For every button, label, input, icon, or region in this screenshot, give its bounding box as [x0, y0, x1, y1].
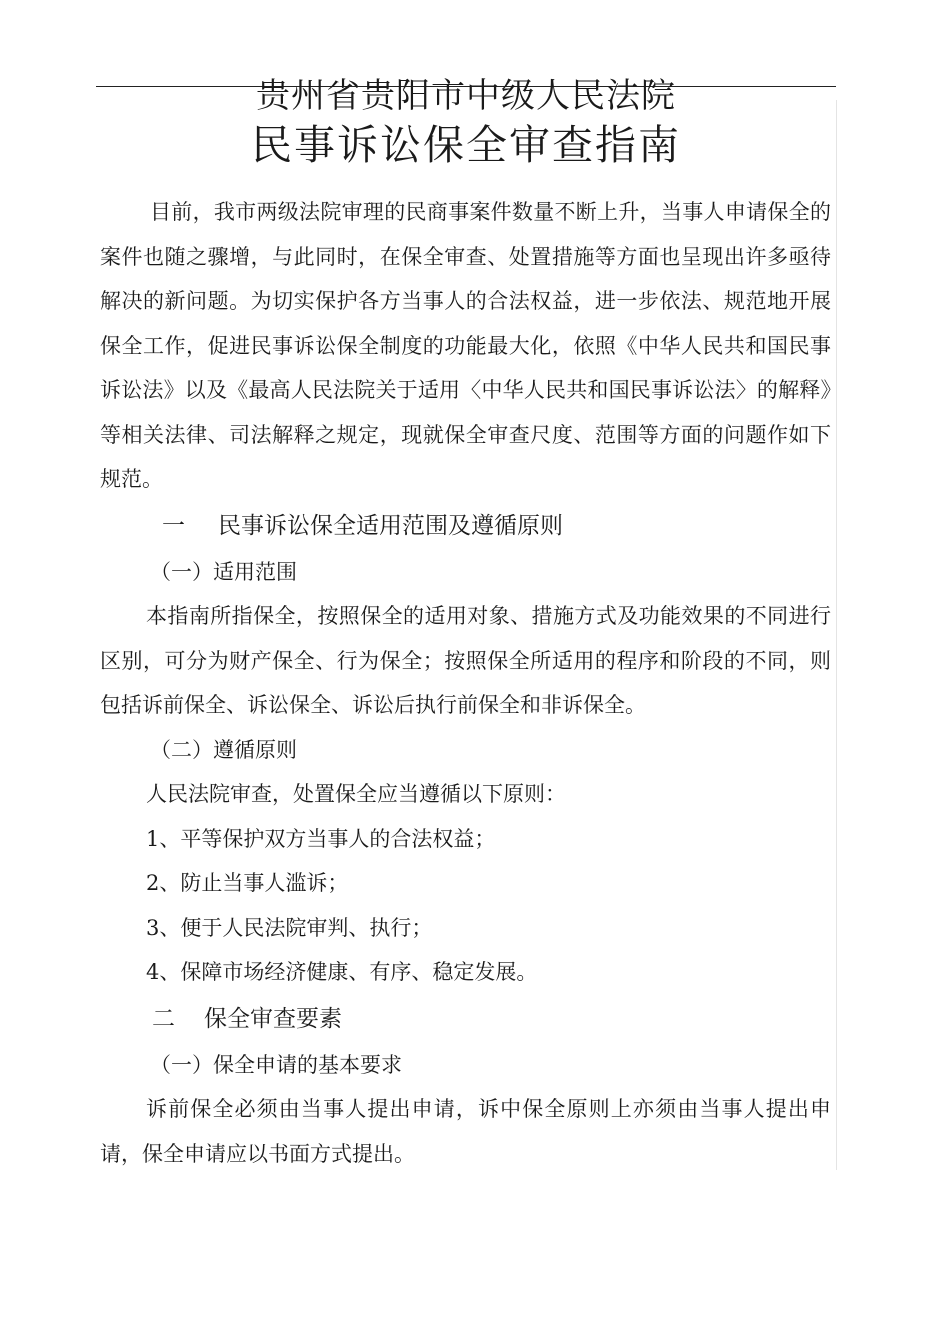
section-1-number: 一	[162, 512, 185, 539]
principle-item-1: 1、平等保护双方当事人的合法权益；	[146, 826, 496, 851]
section-1-sub-2-heading: （二）遵循原则	[150, 737, 297, 762]
section-2-sub-1-paragraph: 诉前保全必须由当事人提出申请，诉中保全原则上亦须由当事人提出申请，保全申请应以书面方式提出。	[100, 1097, 831, 1166]
document-body	[100, 190, 831, 1176]
document-title: 民事诉讼保全审查指南	[251, 121, 681, 169]
principle-item-3: 3、便于人民法院审判、执行；	[146, 915, 433, 940]
page-edge	[836, 100, 837, 1170]
section-2-heading	[100, 995, 831, 1043]
section-2-number: 二	[152, 1005, 175, 1032]
section-2-title: 保全审查要素	[204, 1005, 342, 1032]
section-1-heading	[100, 502, 831, 550]
principle-item-4: 4、保障市场经济健康、有序、稳定发展。	[146, 960, 538, 984]
court-name: 贵州省贵阳市中级人民法院	[256, 76, 676, 116]
principle-item-2: 2、防止当事人滥诉；	[146, 871, 349, 895]
section-1-sub-1-heading: （一）适用范围	[150, 559, 297, 584]
section-1-sub-1-paragraph: 本指南所指保全，按照保全的适用对象、措施方式及功能效果的不同进行区别，可分为财产保全、行为保全；按照保全所适用的程序和阶段的不同，则包括诉前保全、诉讼保全、诉讼后执行前保全和非诉保全。	[100, 604, 831, 717]
intro-paragraph: 目前，我市两级法院审理的民商事案件数量不断上升，当事人申请保全的案件也随之骤增，与此同时，在保全审查、处置措施等方面也呈现出许多亟待解决的新问题。为切实保护各方当事人的合法权益，进一步依法、规范地开展保全工作，促进民事诉讼保全制度的功能最大化，依照《中华人民共和国民事诉讼法》以及《最高人民法院关于适用〈中华人民共和国民事诉讼法〉的解释》等相关法律、司法解释之规定，现就保全审查尺度、范围等方面的问题作如下规范。	[100, 200, 831, 491]
section-2-sub-1-heading: （一）保全申请的基本要求	[150, 1052, 402, 1077]
section-1-sub-2-lead: 人民法院审查，处置保全应当遵循以下原则：	[146, 782, 566, 806]
section-1-title: 民事诉讼保全适用范围及遵循原则	[218, 512, 563, 539]
